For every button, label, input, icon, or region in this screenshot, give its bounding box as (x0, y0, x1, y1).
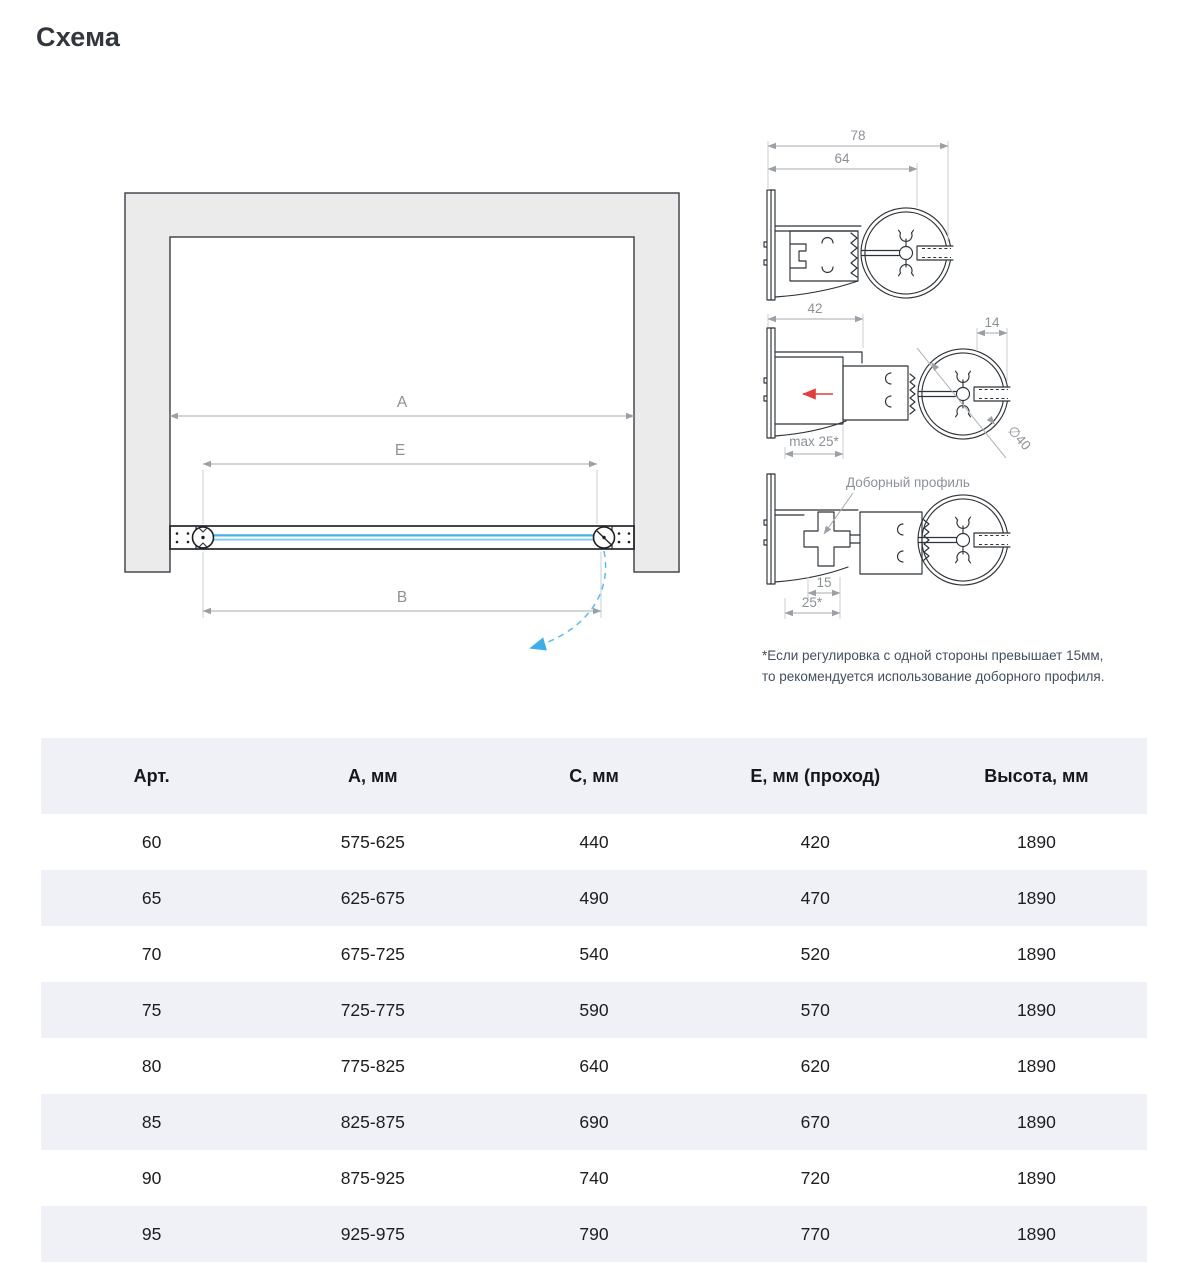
bracket-screws (176, 532, 631, 543)
table-cell: 925-975 (340, 1223, 405, 1244)
footnote-line-2: то рекомендуется использование доборного профиля. (762, 669, 1105, 684)
door-frame-drawing (125, 193, 679, 648)
table-cell: 60 (141, 831, 162, 852)
table-row (41, 1094, 1147, 1150)
table-cell: 1890 (1016, 887, 1056, 908)
column-header-c: С, мм (569, 765, 619, 786)
table-cell: 1890 (1016, 1111, 1056, 1132)
door-swing-arc (531, 551, 606, 648)
footnote (762, 645, 1172, 687)
table-header-row (41, 738, 1147, 814)
table-cell: 1890 (1016, 831, 1056, 852)
table-cell: 725-775 (340, 999, 405, 1020)
table-cell: 675-725 (340, 943, 405, 964)
table-cell: 470 (800, 887, 830, 908)
table-cell: 70 (141, 943, 162, 964)
table-cell: 75 (141, 999, 162, 1020)
dimension-label-14: 14 (984, 315, 1000, 330)
installation-diagram (0, 80, 1182, 680)
right-pivot (594, 527, 615, 548)
table-cell: 570 (800, 999, 830, 1020)
dimension-label-64: 64 (834, 151, 850, 166)
table-row (41, 814, 1147, 870)
table-cell: 640 (579, 1055, 609, 1076)
table-cell: 770 (800, 1223, 830, 1244)
table-cell: 80 (141, 1055, 162, 1076)
profile-section-top (764, 128, 953, 300)
wall-frame (125, 193, 679, 572)
dimension-label-e: E (394, 442, 406, 459)
table-cell: 875-925 (340, 1167, 405, 1188)
table-row (41, 870, 1147, 926)
table-cell: 1890 (1016, 943, 1056, 964)
table-row (41, 926, 1147, 982)
column-header-art: Арт. (133, 765, 170, 786)
dimension-label-15: 15 (816, 575, 832, 590)
table-cell: 440 (579, 831, 609, 852)
table-cell: 85 (141, 1111, 162, 1132)
table-row (41, 1038, 1147, 1094)
table-cell: 490 (579, 887, 609, 908)
table-cell: 90 (141, 1167, 162, 1188)
column-header-a: А, мм (347, 765, 398, 786)
table-cell: 1890 (1016, 1055, 1056, 1076)
table-cell: 825-875 (340, 1111, 405, 1132)
dimensions-table (41, 738, 1147, 1262)
glass-panel (206, 535, 602, 539)
table-cell: 1890 (1016, 999, 1056, 1020)
table-cell: 690 (579, 1111, 609, 1132)
table-cell: 620 (800, 1055, 830, 1076)
table-cell: 670 (800, 1111, 830, 1132)
dimension-label-diameter-40: ∅40 (1004, 423, 1034, 454)
dimension-label-max25: max 25* (789, 434, 839, 449)
table-cell: 720 (800, 1167, 830, 1188)
dimension-label-78: 78 (850, 128, 866, 143)
dimension-label-b: B (396, 589, 408, 606)
dimension-label-42: 42 (807, 301, 823, 316)
dimension-label-a: A (396, 394, 408, 411)
door-header-bar (170, 526, 634, 549)
table-cell: 520 (800, 943, 830, 964)
profile-section-bottom (764, 474, 1010, 619)
table-row (41, 1150, 1147, 1206)
dimension-label-25: 25* (801, 595, 823, 610)
table-row (41, 982, 1147, 1038)
table-cell: 420 (800, 831, 830, 852)
footnote-line-1: *Если регулировка с одной стороны превышает 15мм, (762, 648, 1104, 663)
table-cell: 790 (579, 1223, 609, 1244)
left-hinge (193, 527, 214, 548)
table-row (41, 1206, 1147, 1262)
table-cell: 1890 (1016, 1167, 1056, 1188)
page-title: Схема (36, 22, 121, 52)
table-cell: 590 (579, 999, 609, 1020)
table-cell: 1890 (1016, 1223, 1056, 1244)
table-cell: 775-825 (340, 1055, 405, 1076)
column-header-height: Высота, мм (984, 765, 1089, 786)
table-cell: 625-675 (340, 887, 405, 908)
column-header-e: Е, мм (проход) (750, 765, 881, 786)
table-cell: 540 (579, 943, 609, 964)
table-cell: 740 (579, 1167, 609, 1188)
table-cell: 65 (141, 887, 162, 908)
profile-section-middle (764, 301, 1034, 459)
table-cell: 95 (141, 1223, 162, 1244)
table-cell: 575-625 (340, 831, 405, 852)
extension-profile-label: Доборный профиль (846, 475, 970, 490)
